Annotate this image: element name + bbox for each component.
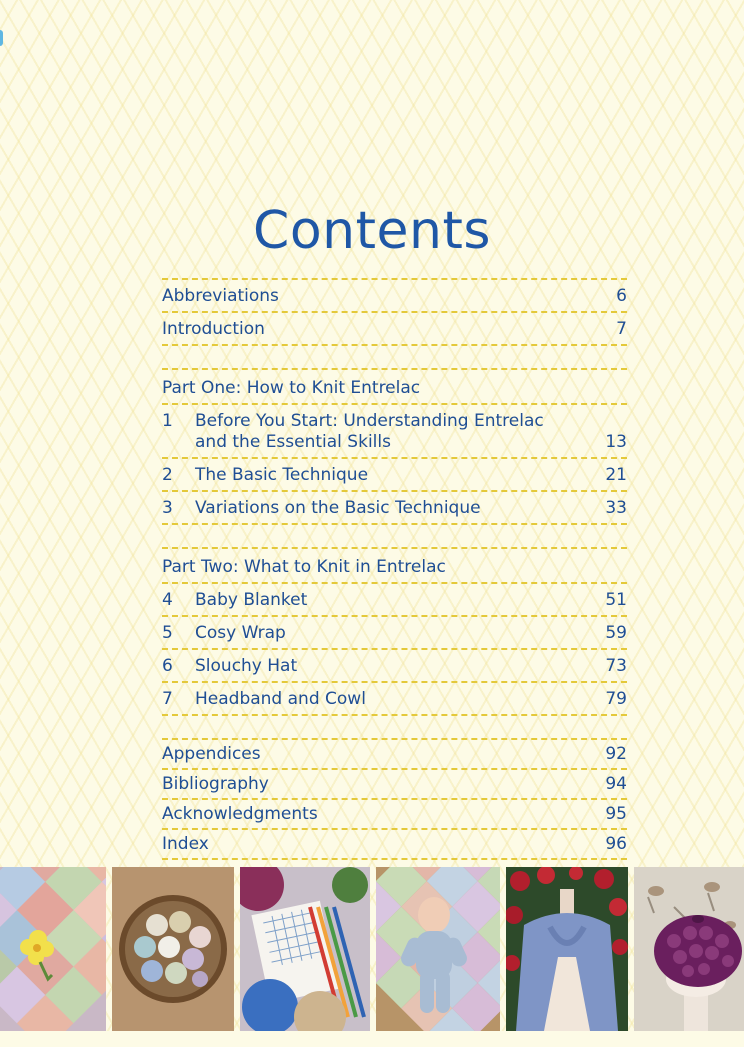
cosy-wrap-on-mannequin-photo bbox=[506, 867, 628, 1031]
part-two-heading: Part Two: What to Knit in Entrelac bbox=[162, 549, 627, 584]
toc-entry-abbreviations[interactable] bbox=[162, 280, 627, 313]
part-one-heading: Part One: How to Knit Entrelac bbox=[162, 370, 627, 405]
toc-entry-label: Headband and Cowl bbox=[195, 689, 366, 709]
pencils-and-chart-photo bbox=[240, 867, 370, 1031]
toc-entry-chapter-4[interactable] bbox=[162, 584, 627, 617]
toc-entry-bibliography[interactable] bbox=[162, 770, 627, 800]
toc-page-number: 59 bbox=[605, 623, 627, 643]
chapter-number: 6 bbox=[162, 656, 173, 676]
toc-entry-chapter-5[interactable] bbox=[162, 617, 627, 650]
toc-entry-label: Before You Start: Understanding Entrelac bbox=[195, 411, 544, 431]
toc-page-number: 33 bbox=[605, 498, 627, 518]
toc-entry-label: The Basic Technique bbox=[195, 465, 369, 485]
toc-entry-label: Cosy Wrap bbox=[195, 623, 286, 643]
toc-page-number: 51 bbox=[605, 590, 627, 610]
yarn-balls-in-basket-photo bbox=[112, 867, 234, 1031]
toc-entry-chapter-7[interactable] bbox=[162, 683, 627, 716]
toc-page-number: 92 bbox=[605, 744, 627, 764]
edge-tab-mark bbox=[0, 30, 3, 46]
toc-page-number: 96 bbox=[605, 834, 627, 854]
photo-strip bbox=[0, 867, 744, 1031]
bottom-margin bbox=[0, 1031, 744, 1047]
toc-entry-label: Slouchy Hat bbox=[195, 656, 298, 676]
entrelac-blanket-with-flower-photo bbox=[0, 867, 106, 1031]
page-title: Contents bbox=[253, 200, 491, 261]
toc-entry-chapter-6[interactable] bbox=[162, 650, 627, 683]
chapter-number: 5 bbox=[162, 623, 173, 643]
baby-on-blanket-photo bbox=[376, 867, 500, 1031]
chapter-number: 4 bbox=[162, 590, 173, 610]
toc-page-number: 73 bbox=[605, 656, 627, 676]
toc-entry-label: Baby Blanket bbox=[195, 590, 308, 610]
chapter-number: 1 bbox=[162, 411, 173, 431]
toc-page-number: 95 bbox=[605, 804, 627, 824]
toc-entry-index[interactable] bbox=[162, 830, 627, 860]
toc-entry-label: Acknowledgments bbox=[162, 804, 318, 824]
toc-entry-label: Bibliography bbox=[162, 774, 269, 794]
toc-entry-chapter-3[interactable] bbox=[162, 492, 627, 525]
slouchy-hat-on-head-photo bbox=[634, 867, 744, 1031]
toc-entry-label: Introduction bbox=[162, 319, 265, 339]
toc-page-number: 21 bbox=[605, 465, 627, 485]
toc-entry-introduction[interactable] bbox=[162, 313, 627, 346]
toc-entry-acknowledgments[interactable] bbox=[162, 800, 627, 830]
toc-entry-label: Index bbox=[162, 834, 209, 854]
toc-entry-label: Abbreviations bbox=[162, 286, 279, 306]
toc-entry-chapter-2[interactable] bbox=[162, 459, 627, 492]
toc-page-number: 13 bbox=[605, 432, 627, 452]
toc-page-number: 6 bbox=[616, 286, 627, 306]
toc-entry-appendices[interactable] bbox=[162, 740, 627, 770]
table-of-contents bbox=[162, 278, 627, 860]
chapter-number: 3 bbox=[162, 498, 173, 518]
toc-entry-label-cont: and the Essential Skills bbox=[195, 432, 391, 452]
toc-entry-label: Variations on the Basic Technique bbox=[195, 498, 481, 518]
toc-page-number: 94 bbox=[605, 774, 627, 794]
chapter-number: 2 bbox=[162, 465, 173, 485]
toc-page-number: 7 bbox=[616, 319, 627, 339]
toc-entry-chapter-1[interactable] bbox=[162, 405, 627, 459]
toc-entry-label: Appendices bbox=[162, 744, 261, 764]
toc-page-number: 79 bbox=[605, 689, 627, 709]
chapter-number: 7 bbox=[162, 689, 173, 709]
